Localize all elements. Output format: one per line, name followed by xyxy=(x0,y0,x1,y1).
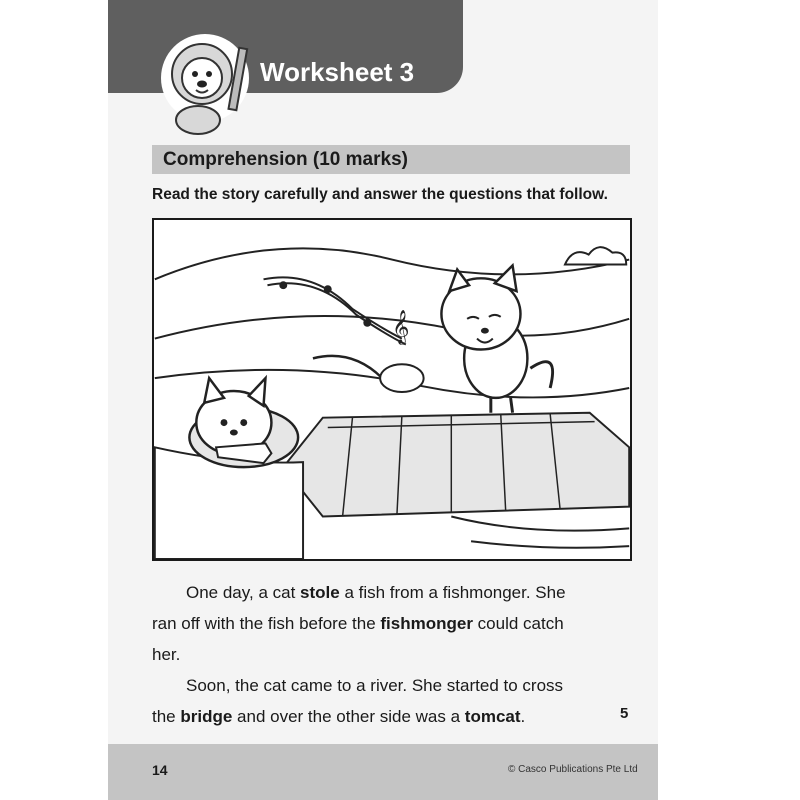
page-number: 14 xyxy=(152,762,168,778)
section-title: Comprehension (10 marks) xyxy=(163,149,408,170)
story-text: . xyxy=(520,707,526,726)
story-keyword: stole xyxy=(300,583,340,602)
story-keyword: tomcat xyxy=(464,707,521,726)
story-line xyxy=(152,707,525,727)
copyright-notice: © Casco Publications Pte Ltd xyxy=(508,764,638,775)
story-text: ran off with the fish before the xyxy=(152,614,381,633)
story-text: One day, a cat xyxy=(186,583,301,602)
story-text: and over the other side was a xyxy=(232,707,465,726)
lion-mascot-icon xyxy=(150,28,260,140)
svg-text:𝄞: 𝄞 xyxy=(392,308,410,344)
story-text: a fish from a fishmonger. She xyxy=(339,583,566,602)
story-line xyxy=(152,645,180,665)
story-line xyxy=(186,583,566,603)
story-text: could catch xyxy=(472,614,564,633)
instructions: Read the story carefully and answer the questions that follow. xyxy=(152,186,608,203)
story-line xyxy=(152,614,564,634)
cats-by-river-illustration xyxy=(152,218,632,561)
story-text: the xyxy=(152,707,181,726)
story-text: her. xyxy=(152,645,181,664)
story-text: Soon, the cat came to a river. She started to cross xyxy=(186,676,564,695)
page-title: Worksheet 3 xyxy=(260,57,415,87)
story-keyword: fishmonger xyxy=(380,614,473,633)
story-line xyxy=(186,676,563,696)
question-marker: 5 xyxy=(620,705,629,722)
story-keyword: bridge xyxy=(180,707,233,726)
